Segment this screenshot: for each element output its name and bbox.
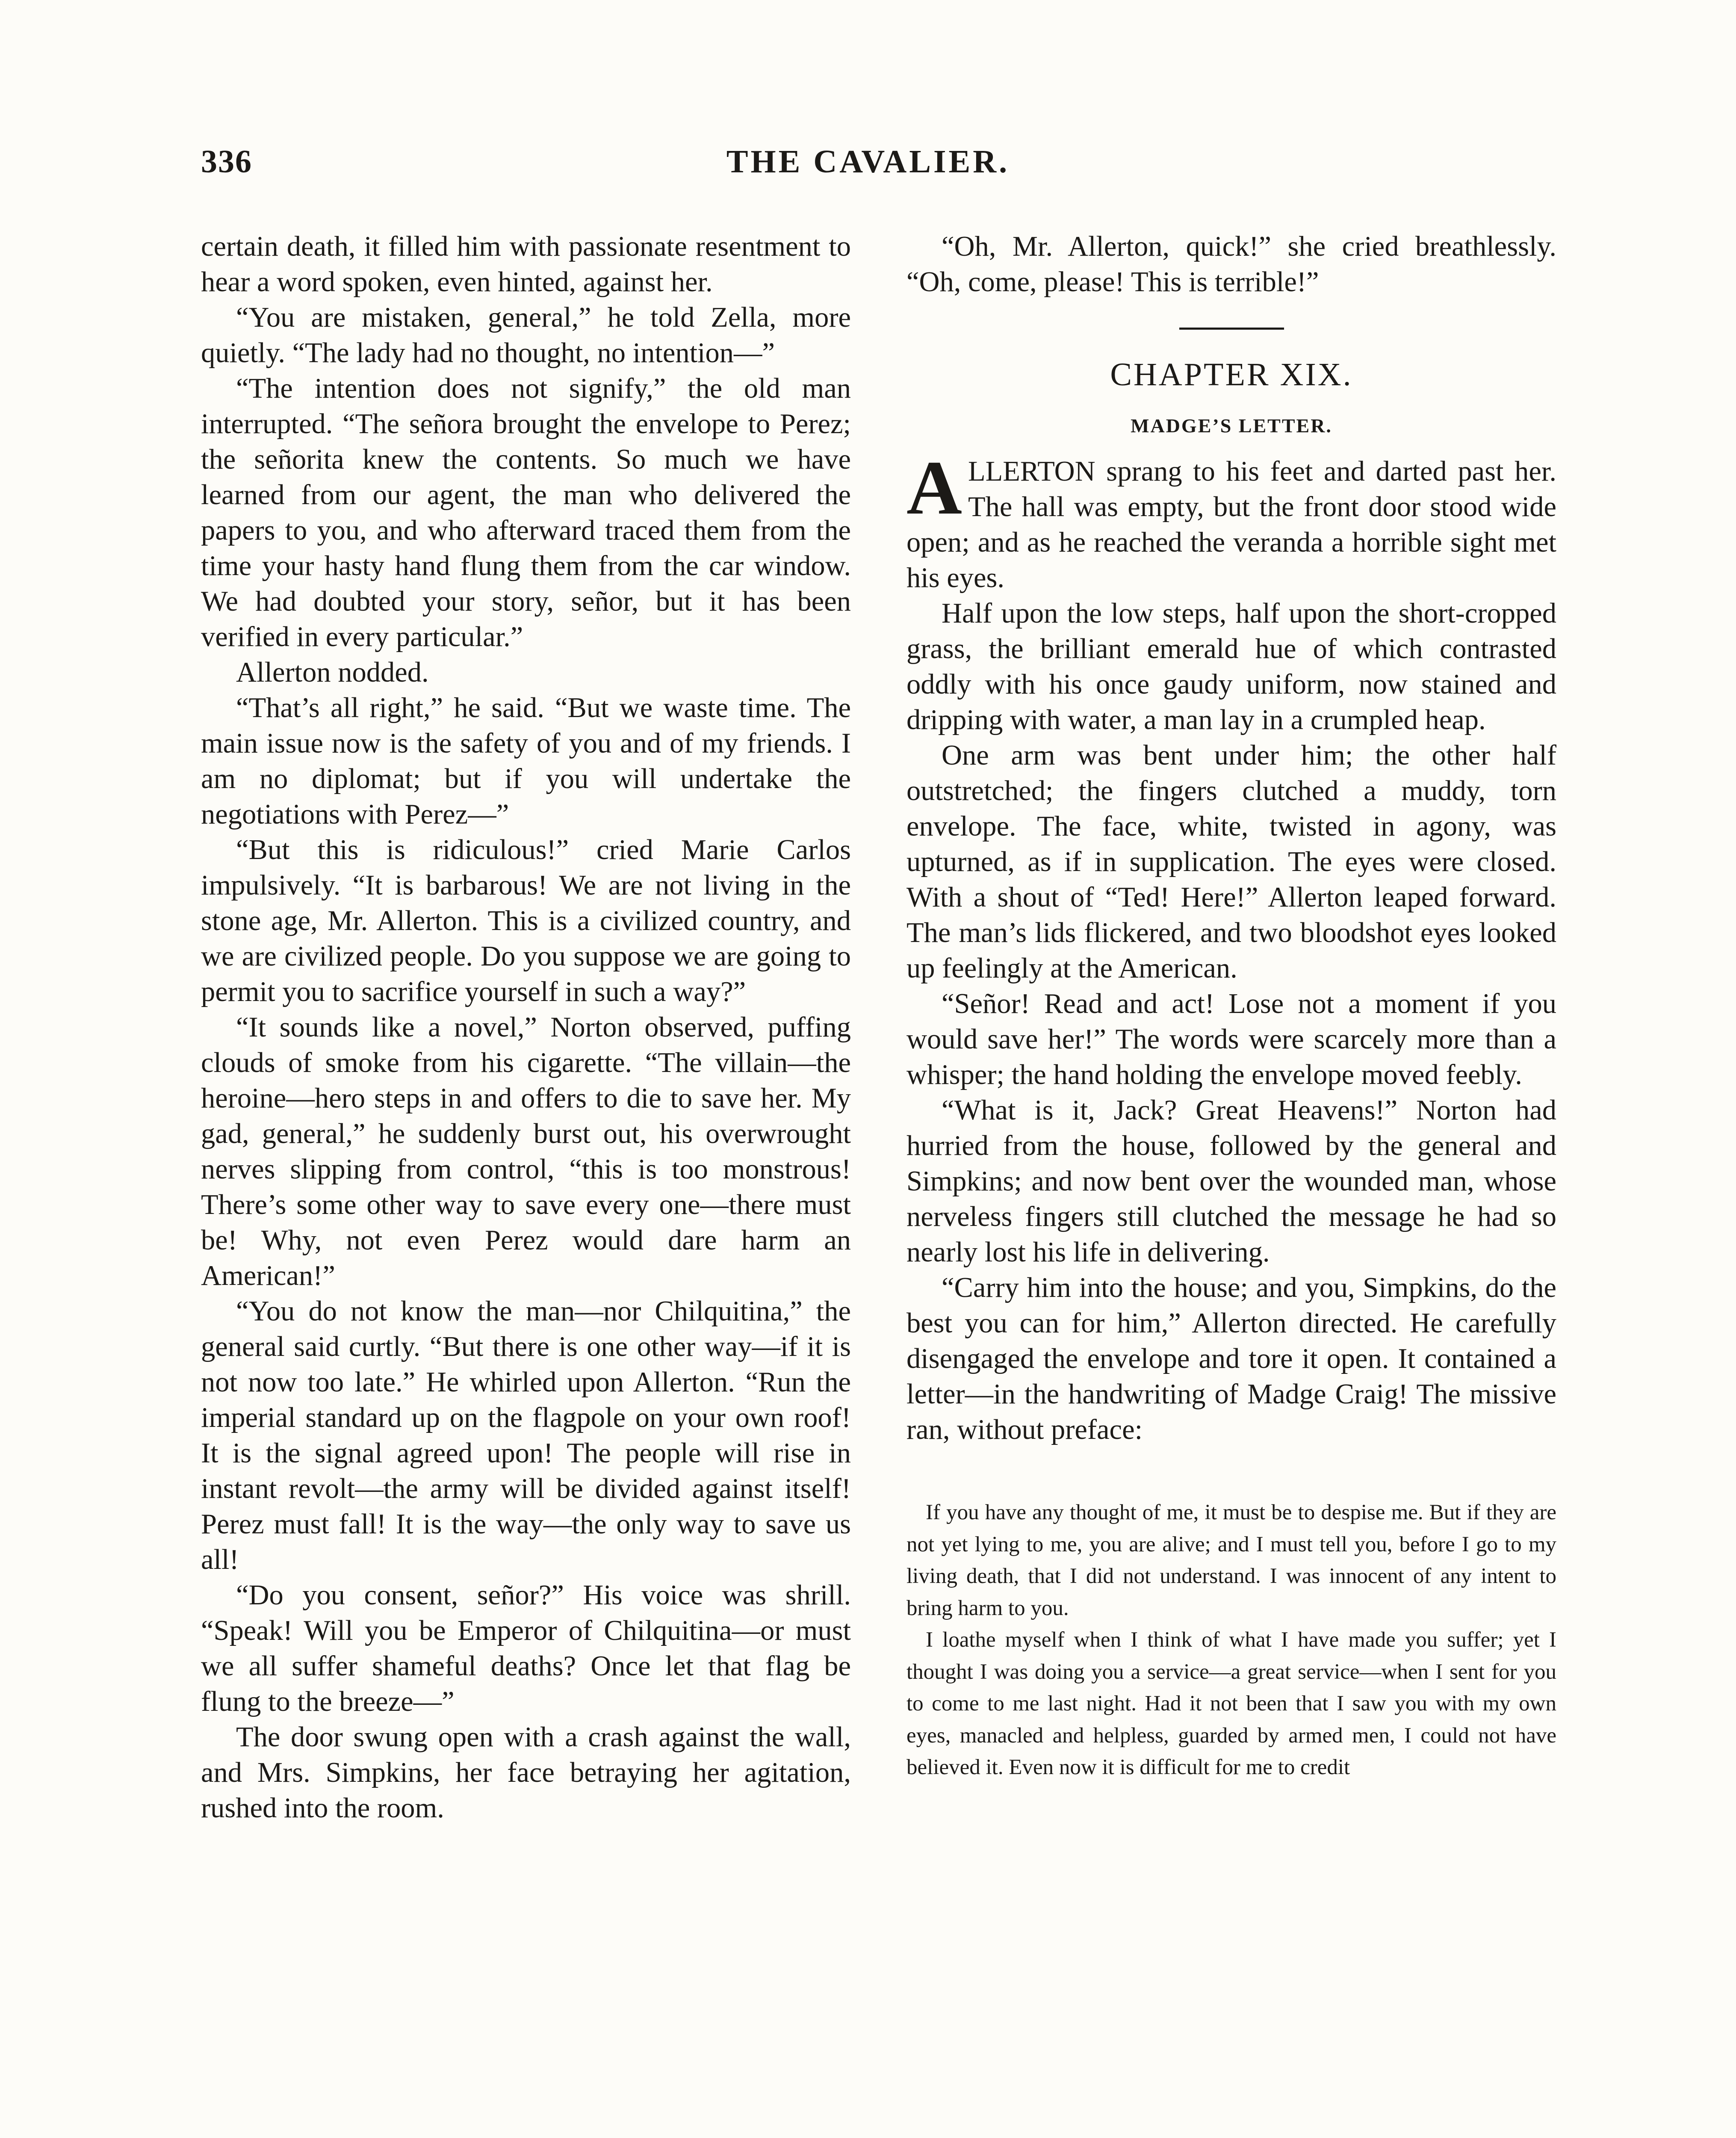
paragraph: “That’s all right,” he said. “But we waste time. The main issue now is the safety of you and of my friends. I am no diplomat; but if you will undertake the negotiations with Perez—” (201, 692, 851, 830)
opening-word: LLERTON (968, 456, 1095, 487)
left-column (201, 229, 851, 1826)
paragraph: “Señor! Read and act! Lose not a moment if you would save her!” The words were scarcely more than a whisper; the hand holding the envelope moved feebly. (906, 988, 1556, 1090)
paragraph: “Carry him into the house; and you, Simpkins, do the best you can for him,” Allerton directed. He carefully disengaged the envelope and tore it open. It contained a letter—in the handwriting of Madge Craig! The missive ran, without preface: (906, 1272, 1556, 1445)
paragraph: “What is it, Jack? Great Heavens!” Norton had hurried from the house, followed by the general and Simpkins; and now bent over the wounded man, whose nerveless fingers still clutched the message he had so nearly lost his life in delivering. (906, 1095, 1556, 1268)
paragraph: “The intention does not signify,” the old man interrupted. “The señora brought the envelope to Perez; the señorita knew the contents. So much we have learned from our agent, the man who delivered the papers to you, and who afterward traced them from the time your hasty hand flung them from the car window. We had doubted your story, señor, but it has been verified in every particular.” (201, 373, 851, 653)
paragraph: One arm was bent under him; the other half outstretched; the fingers clutched a muddy, torn envelope. The face, white, twisted in agony, was upturned, as if in supplication. The eyes were closed. With a shout of “Ted! Here!” Allerton leaped forward. The man’s lids flickered, and two bloodshot eyes looked up feelingly at the American. (906, 740, 1556, 984)
paragraph: “You are mistaken, general,” he told Zella, more quietly. “The lady had no thought, no intention—” (201, 302, 851, 369)
paragraph: “Do you consent, señor?” His voice was shrill. “Speak! Will you be Emperor of Chilquitina—or must we all suffer shameful deaths? Once let that flag be flung to the breeze—” (201, 1580, 851, 1717)
paragraph: Allerton nodded. (236, 657, 429, 688)
letter-paragraph: I loathe myself when I think of what I have made you suffer; yet I thought I was doing you a service—a great service—when I sent for you to come to me last night. Had it not been that I saw you with my own eyes, manacled and helpless, guarded by armed men, I could not have believed it. Even now it is difficult for me to credit (906, 1628, 1556, 1779)
paragraph: “But this is ridiculous!” cried Marie Carlos impulsively. “It is barbarous! We are not living in the stone age, Mr. Allerton. This is a civilized country, and we are civilized people. Do you suppose we are going to permit you to sacrifice yourself in such a way?” (201, 834, 851, 1007)
paragraph: “You do not know the man—nor Chilquitina,” the general said curtly. “But there is one other way—if it is not now too late.” He whirled upon Allerton. “Run the imperial standard up on the flagpole on your own roof! It is the signal agreed upon! The people will rise in instant revolt—the army will be divided against itself! Perez must fall! It is the way—the only way to save us all! (201, 1296, 851, 1575)
drop-cap: A (906, 445, 962, 530)
paragraph: The door swung open with a crash against the wall, and Mrs. Simpkins, her face betraying her agitation, rushed into the room. (201, 1722, 851, 1824)
paragraph: “It sounds like a novel,” Norton observed, puffing clouds of smoke from his cigarette. “The villain—the heroine—hero steps in and offers to die to save her. My gad, general,” he suddenly burst out, his overwrought nerves slipping from control, “this is too monstrous! There’s some other way to save every one—there must be! Why, not even Perez would dare harm an American!” (201, 1012, 851, 1291)
chapter-subtitle: MADGE’S LETTER. (1131, 415, 1332, 437)
paragraph: Half upon the low steps, half upon the short-cropped grass, the brilliant emerald hue of which contrasted oddly with his once gaudy uniform, now stained and dripping with water, a man lay in a crumpled heap. (906, 598, 1556, 735)
running-head: THE CAVALIER. (726, 144, 1010, 180)
paragraph: “Oh, Mr. Allerton, quick!” she cried breathlessly. “Oh, come, please! This is terrible!” (906, 231, 1556, 298)
letter-excerpt (906, 1497, 1556, 1784)
chapter-title: CHAPTER XIX. (1110, 357, 1353, 393)
section-divider (1179, 328, 1284, 330)
chapter-opening-paragraph (906, 445, 1556, 596)
page-number: 336 (201, 144, 252, 180)
opening-text: sprang to his feet and darted past her. The hall was empty, but the front door stood wide open; and as he reached the veranda a horrible sight met his eyes. (906, 456, 1556, 594)
letter-paragraph: If you have any thought of me, it must be to despise me. But if they are not yet lying to me, you are alive; and I must tell you, before I go to my living death, that I did not understand. I was innocent of any intent to bring harm to you. (906, 1500, 1556, 1620)
paragraph: certain death, it filled him with passionate resentment to hear a word spoken, even hinted, against her. (201, 231, 851, 298)
right-column (906, 229, 1556, 1784)
